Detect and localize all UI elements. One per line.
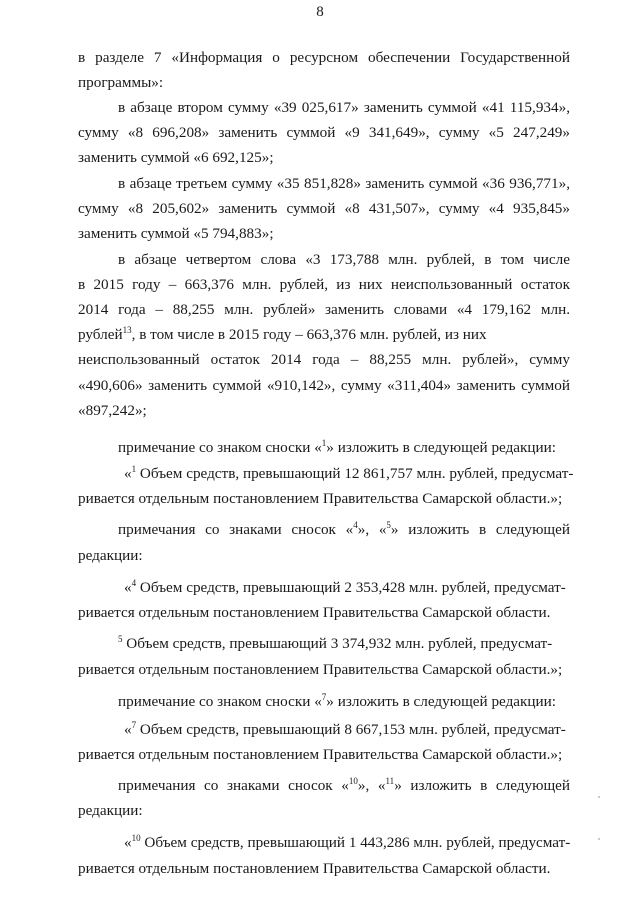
text-line [118,520,570,540]
text-fragment: Объем средств, превышающий 8 667,153 млн. рублей, предусмат- [136,721,566,738]
text-fragment: » изложить в следующей редакции: [326,693,557,710]
footnote-mark: 4 [353,520,358,530]
text-fragment: » изложить в следующей редакции: [326,439,557,456]
text-fragment: Объем средств, превышающий 1 443,286 млн. рублей, предусмат- [140,834,571,851]
word-rubles: рублей [78,326,123,343]
page-number: 8 [316,4,324,20]
text-fragment: примечание со знаком сноски « [118,439,322,456]
text-line: сумму «8 205,602» заменить суммой «8 431,507», сумму «4 935,845» [78,200,570,217]
text-line: ривается отдельным постановлением Правительства Самарской области. [78,860,551,877]
text-line: ривается отдельным постановлением Правительства Самарской области.»; [78,746,563,763]
text-line: в 2015 году – 663,376 млн. рублей, из них неиспользованный остаток [78,276,570,293]
text-line: «897,242»; [78,402,147,419]
scan-speck [598,796,600,798]
text-line: программы»: [78,74,164,91]
text-line: неиспользованный остаток 2014 года – 88,255 млн. рублей», сумму [78,351,570,368]
text-fragment: примечание со знаком сноски « [118,693,322,710]
footnote-mark: 4 [131,578,137,588]
quote-mark: « [124,834,132,851]
text-line: «490,606» заменить суммой «910,142», сумму «311,404» заменить суммой [78,377,570,394]
quote-mark: « [124,721,132,738]
text-line [118,634,570,654]
footnote-mark: 11 [385,776,395,786]
text-fragment: Объем средств, превышающий 3 374,932 млн. рублей, предусмат- [122,635,553,652]
text-line: редакции: [78,802,143,819]
text-line [118,776,570,796]
footnote-mark: 1 [131,464,137,474]
footnote-mark: 7 [321,692,327,702]
text-line: в разделе 7 «Информация о ресурсном обеспечении Государственной [78,49,570,66]
text-line: заменить суммой «6 692,125»; [78,149,274,166]
text-line: ривается отдельным постановлением Правительства Самарской области.»; [78,661,563,678]
text-line [124,578,570,598]
text-line: редакции: [78,547,143,564]
text-line [124,833,570,853]
text-line: в абзаце четвертом слова «3 173,788 млн. рублей, в том числе [118,251,570,268]
text-line [78,325,570,345]
text-fragment: , в том числе в 2015 году – 663,376 млн. рублей, из них [131,326,487,343]
text-fragment: Объем средств, превышающий 2 353,428 млн. рублей, предусмат- [136,579,566,596]
text-line: сумму «8 696,208» заменить суммой «9 341,649», сумму «5 247,249» [78,124,570,141]
text-line: ривается отдельным постановлением Правительства Самарской области.»; [78,490,563,507]
footnote-mark: 10 [348,776,358,786]
footnote-mark: 13 [122,325,132,335]
text-fragment: примечания со знаками сносок « [118,521,354,538]
text-line [124,720,570,740]
quote-mark: « [124,465,132,482]
text-line: ривается отдельным постановлением Правительства Самарской области. [78,604,551,621]
text-line [124,464,574,484]
footnote-mark: 1 [321,438,327,448]
text-fragment: Объем средств, превышающий 12 861,757 млн. рублей, предусмат- [136,465,574,482]
text-fragment: » изложить в следующей [390,521,570,538]
footnote-mark: 7 [131,720,137,730]
scan-speck [598,838,600,840]
text-line: в абзаце втором сумму «39 025,617» заменить суммой «41 115,934», [118,99,570,116]
text-line: в абзаце третьем сумму «35 851,828» заменить суммой «36 936,771», [118,175,570,192]
text-fragment: », « [357,777,386,794]
text-line: заменить суммой «5 794,883»; [78,225,274,242]
text-fragment: примечания со знаками сносок « [118,777,349,794]
text-fragment: », « [357,521,387,538]
quote-mark: « [124,579,132,596]
text-fragment: » изложить в следующей [394,777,571,794]
footnote-mark: 10 [131,833,141,843]
text-line: 2014 года – 88,255 млн. рублей» заменить словами «4 179,162 млн. [78,301,570,318]
footnote-mark: 5 [118,634,123,644]
text-line [118,692,570,712]
text-line [118,438,570,458]
footnote-mark: 5 [386,520,391,530]
